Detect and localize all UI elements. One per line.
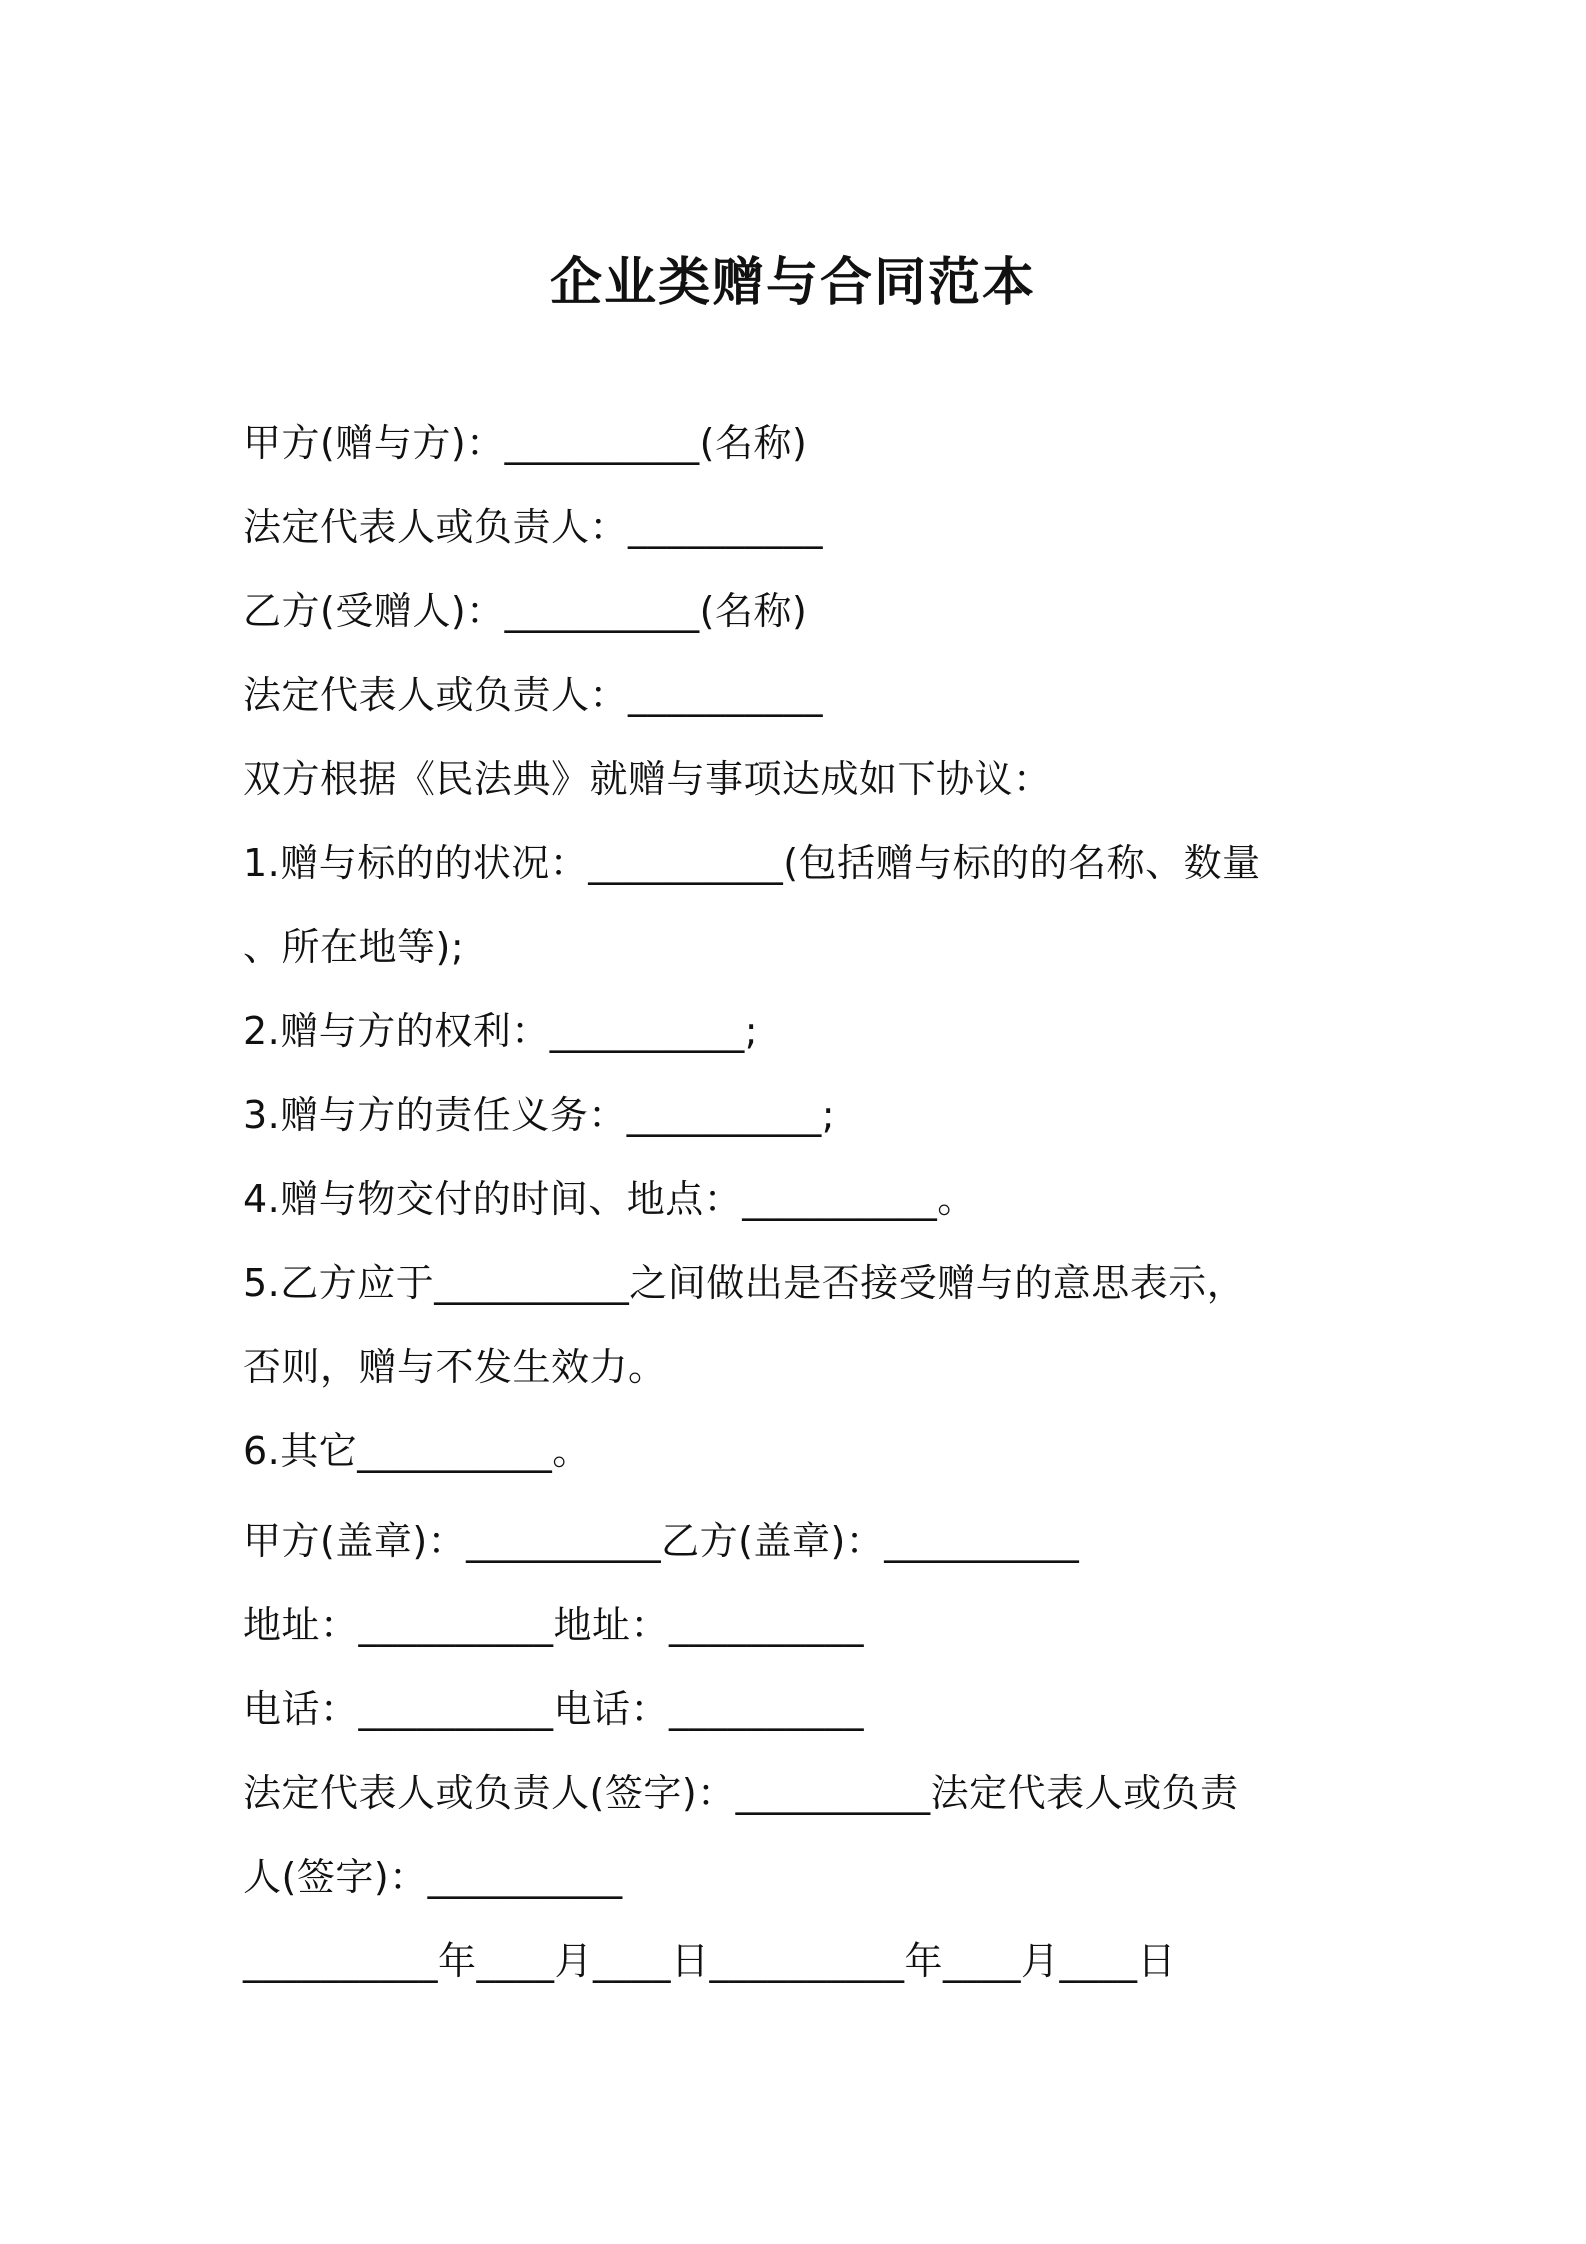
date-line: __________年____月____日__________年____月____日 xyxy=(243,1939,1177,1983)
party-a-representative-line: 法定代表人或负责人：__________ xyxy=(243,505,824,549)
signature-continuation: 人(签字)：__________ xyxy=(243,1855,623,1899)
seal-line: 甲方(盖章)：__________乙方(盖章)：__________ xyxy=(243,1519,1080,1563)
address-line: 地址：__________地址：__________ xyxy=(243,1603,865,1647)
agreement-intro-line: 双方根据《民法典》就赠与事项达成如下协议： xyxy=(243,757,1052,801)
clause-1-line: 1.赠与标的的状况：__________(包括赠与标的的名称、数量 xyxy=(243,841,1261,885)
clause-2-line: 2.赠与方的权利：__________; xyxy=(243,1009,759,1053)
clause-3-line: 3.赠与方的责任义务：__________; xyxy=(243,1093,836,1137)
phone-line: 电话：__________电话：__________ xyxy=(243,1687,865,1731)
party-a-name-line: 甲方(赠与方)：__________(名称) xyxy=(243,421,808,465)
clause-4-line: 4.赠与物交付的时间、地点：__________。 xyxy=(243,1177,976,1221)
clause-6-line: 6.其它__________。 xyxy=(243,1429,591,1473)
party-b-representative-line: 法定代表人或负责人：__________ xyxy=(243,673,824,717)
signature-line: 法定代表人或负责人(签字)：__________法定代表人或负责 xyxy=(243,1771,1239,1815)
document-title: 企业类赠与合同范本 xyxy=(549,253,1036,313)
clause-5-line: 5.乙方应于__________之间做出是否接受赠与的意思表示， xyxy=(243,1261,1246,1305)
clause-1-continuation: 、所在地等); xyxy=(243,925,465,969)
clause-5-continuation: 否则，赠与不发生效力。 xyxy=(243,1345,667,1389)
party-b-name-line: 乙方(受赠人)：__________(名称) xyxy=(243,589,808,633)
